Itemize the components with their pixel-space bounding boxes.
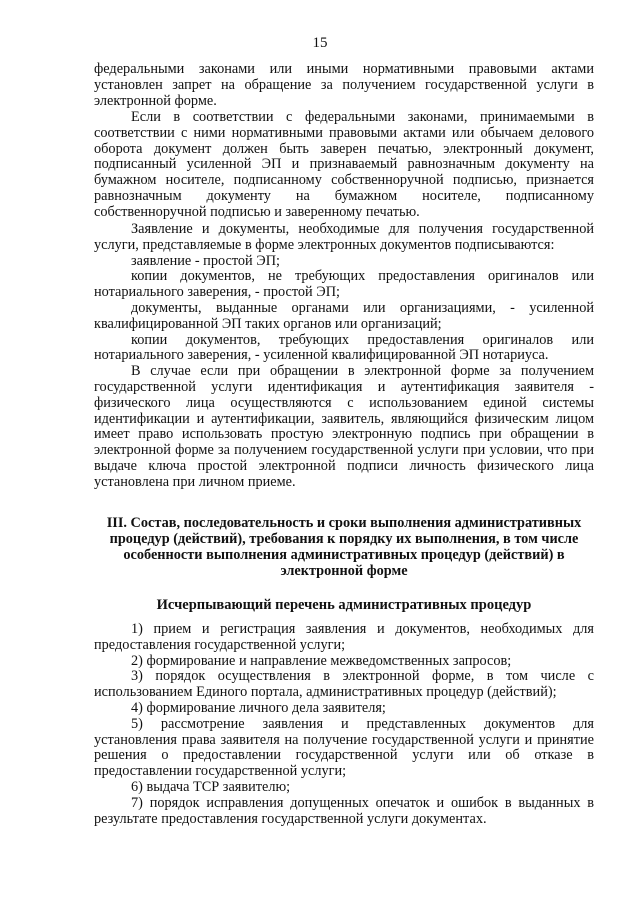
list-item: 4) формирование личного дела заявителя; xyxy=(131,699,386,716)
paragraph-2-block xyxy=(94,110,594,221)
list-item: 3) порядок осуществления в электронной форме, в том числе с использованием Единого портала, административных процедур (действий); xyxy=(94,668,594,701)
subheading: Исчерпывающий перечень административных процедур xyxy=(156,597,532,613)
paragraph-3-block xyxy=(94,222,594,491)
paragraph: заявление - простой ЭП; xyxy=(131,252,280,269)
list-item: 5) рассмотрение заявления и представленных документов для установления права заявителя на получение государственной услуги и принятие решения о предоставлении государственной услуги или об отказе в предоставлении государственной услуги; xyxy=(94,715,594,780)
list-item: 6) выдача ТСР заявителю; xyxy=(131,778,291,795)
paragraph: копии документов, не требующих предоставления оригиналов или нотариального заверения, - простой ЭП; xyxy=(94,268,594,301)
section-heading: III. Состав, последовательность и сроки выполнения административных процедур (действий), требования к порядку их выполнения, в том числе особенности выполнения административных процедур (действий) в электронной форме xyxy=(106,515,582,579)
list-item: 1) прием и регистрация заявления и документов, необходимых для предоставления государственной услуги; xyxy=(94,621,594,653)
paragraph: В случае если при обращении в электронной форме за получением государственной услуги идентификация и аутентификация заявителя - физического лица осуществляются с использованием единой системы идентификации и аутентификации, заявитель, являющийся физическим лицом имеет право использовать простую электронную подпись при обращении в электронной форме за получением государственной услуги при условии, что при выдаче ключа простой электронной подписи личность физического лица установлена при личном приеме. xyxy=(94,363,594,490)
paragraph: федеральными законами или иными нормативными правовыми актами установлен запрет на обращение за получением государственной услуги в электронной форме. xyxy=(94,61,594,109)
paragraph: Если в соответствии с федеральными законами, принимаемыми в соответствии с ними нормативными правовыми актами или обычаем делового оборота документ должен быть заверен печатью, электронный документ, подписанный усиленной ЭП и признаваемый равнозначным документу на бумажном носителе, подписанному собственноручной подписью, признается равнозначным документу на бумажном носителе, подписанному собственноручной подписью и заверенному печатью. xyxy=(94,109,594,220)
paragraph: документы, выданные органами или организациями, - усиленной квалифицированной ЭП таких органов или организаций; xyxy=(94,299,594,332)
paragraph: Заявление и документы, необходимые для получения государственной услуги, представляемые в форме электронных документов подписываются: xyxy=(94,221,594,253)
list-item: 2) формирование и направление межведомственных запросов; xyxy=(131,652,512,669)
paragraph-1-block xyxy=(94,38,594,109)
paragraph: копии документов, требующих предоставления оригиналов или нотариального заверения, - усиленной квалифицированной ЭП нотариуса. xyxy=(94,331,594,364)
page-number: 15 xyxy=(312,35,328,51)
procedure-list xyxy=(94,622,594,827)
list-item: 7) порядок исправления допущенных опечаток и ошибок в выданных в результате предоставления государственной услуги документах. xyxy=(94,794,594,827)
